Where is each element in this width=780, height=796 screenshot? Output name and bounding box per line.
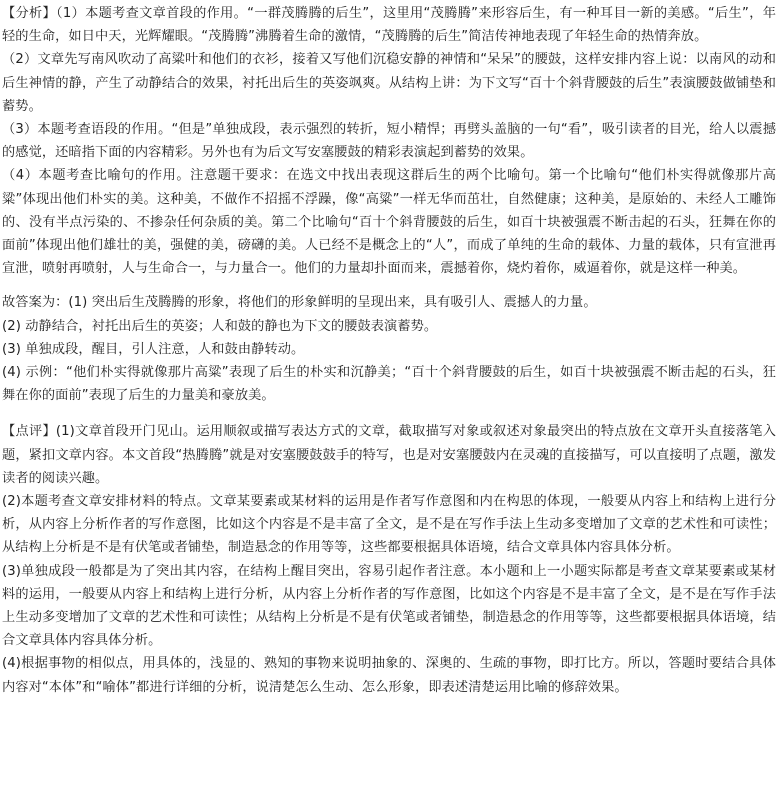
comment-paragraph-1: 【点评】(1)文章首段开门见山。运用顺叙或描写表达方式的文章，截取描写对象或叙述对象最突出的特点放在文章开头直接落笔入题，紧扣文章内容。本文首段“热腾腾”就是对安塞腰鼓鼓手的特写，也是对安塞腰鼓内在灵魂的直接描写，可以直接明了点题，激发读者的阅读兴趣。 <box>2 424 776 486</box>
comment-paragraph-3: (3)单独成段一般都是为了突出其内容，在结构上醒目突出，容易引起作者注意。本小题和上一小题实际都是考查文章某要素或某材料的运用，一般要从内容上和结构上进行分析，从内容上分析作者的写作意图，比如这个内容是不是丰富了全文，是不是在写作手法上生动多变增加了文章的艺术性和可读性；从结构上分析是不是有伏笔或者铺垫，制造悬念的作用等等，这些都要根据具体语境，结合文章具体内容具体分析。 <box>2 563 776 649</box>
analysis-paragraph-2: （2）文章先写南风吹动了高粱叶和他们的衣衫，接着又写他们沉稳安静的神情和“呆呆”的腰鼓，这样安排内容上说：以南风的动和后生神情的静，产生了动静结合的效果，衬托出后生的英姿飒爽。从结构上讲：为下文写“百十个斜背腰鼓的后生”表演腰鼓做铺垫和蓄势。 <box>2 52 776 114</box>
analysis-paragraph-3: （3）本题考查语段的作用。“但是”单独成段，表示强烈的转折，短小精悍；再劈头盖脑的一句“看”，吸引读者的目光，给人以震撼的感觉，还暗指下面的内容精彩。另外也有为后文写安塞腰鼓的精彩表演起到蓄势的效果。 <box>2 122 776 161</box>
document-page <box>2 2 776 699</box>
comment-paragraph-2: (2)本题考查文章安排材料的特点。文章某要素或某材料的运用是作者写作意图和内在构思的体现，一般要从内容上和结构上进行分析，从内容上分析作者的写作意图，比如这个内容是不是丰富了全文，是不是在写作手法上生动多变增加了文章的艺术性和可读性；从结构上分析是不是有伏笔或者铺垫，制造悬念的作用等等，这些都要根据具体语境，结合文章具体内容具体分析。 <box>2 494 776 556</box>
answer-paragraph-1: 故答案为：(1) 突出后生茂腾腾的形象，将他们的形象鲜明的呈现出来，具有吸引人、震撼人的力量。 <box>2 295 597 311</box>
answer-section <box>2 291 776 407</box>
answer-paragraph-2: (2) 动静结合，衬托出后生的英姿；人和鼓的静也为下文的腰鼓表演蓄势。 <box>2 318 438 334</box>
analysis-section <box>2 2 776 280</box>
analysis-paragraph-4: （4）本题考查比喻句的作用。注意题干要求：在选文中找出表现这群后生的两个比喻句。第一个比喻句“他们朴实得就像那片高粱”体现出他们朴实的美。这种美，不做作不招摇不浮躁，像“高粱”一样无华而茁壮，自然健康；这种美，是原始的、未经人工雕饰的、没有半点污染的、不掺杂任何杂质的美。第二个比喻句“百十个斜背腰鼓的后生，如百十块被强震不断击起的石头，狂舞在你的面前”体现出他们雄壮的美，强健的美，磅礴的美。人已经不是概念上的“人”，而成了单纯的生命的载体、力量的载体，只有宣泄再宣泄，喷射再喷射，人与生命合一，与力量合一。他们的力量却扑面而来，震撼着你，烧灼着你，威逼着你，就是这样一种美。 <box>2 168 776 277</box>
comment-paragraph-4: (4)根据事物的相似点，用具体的，浅显的、熟知的事物来说明抽象的、深奥的、生疏的事物，即打比方。所以，答题时要结合具体内容对“本体”和“喻体”都进行详细的分析，说清楚怎么生动、怎么形象，即表述清楚运用比喻的修辞效果。 <box>2 656 776 695</box>
section-spacer <box>2 407 776 420</box>
comment-section <box>2 420 776 698</box>
answer-paragraph-3: (3) 单独成段，醒目，引人注意，人和鼓由静转动。 <box>2 341 305 357</box>
section-spacer <box>2 280 776 291</box>
answer-paragraph-4: (4) 示例：“他们朴实得就像那片高粱”表现了后生的朴实和沉静美；“百十个斜背腰鼓的后生，如百十块被强震不断击起的石头，狂舞在你的面前”表现了后生的力量美和豪放美。 <box>2 365 776 404</box>
analysis-paragraph-1: 【分析】（1）本题考查文章首段的作用。“一群茂腾腾的后生”，这里用“茂腾腾”来形容后生，有一种耳目一新的美感。“后生”，年轻的生命，如日中天，光辉耀眼。“茂腾腾”沸腾着生命的激情，“茂腾腾的后生”简洁传神地表现了年轻生命的热情奔放。 <box>2 6 776 45</box>
